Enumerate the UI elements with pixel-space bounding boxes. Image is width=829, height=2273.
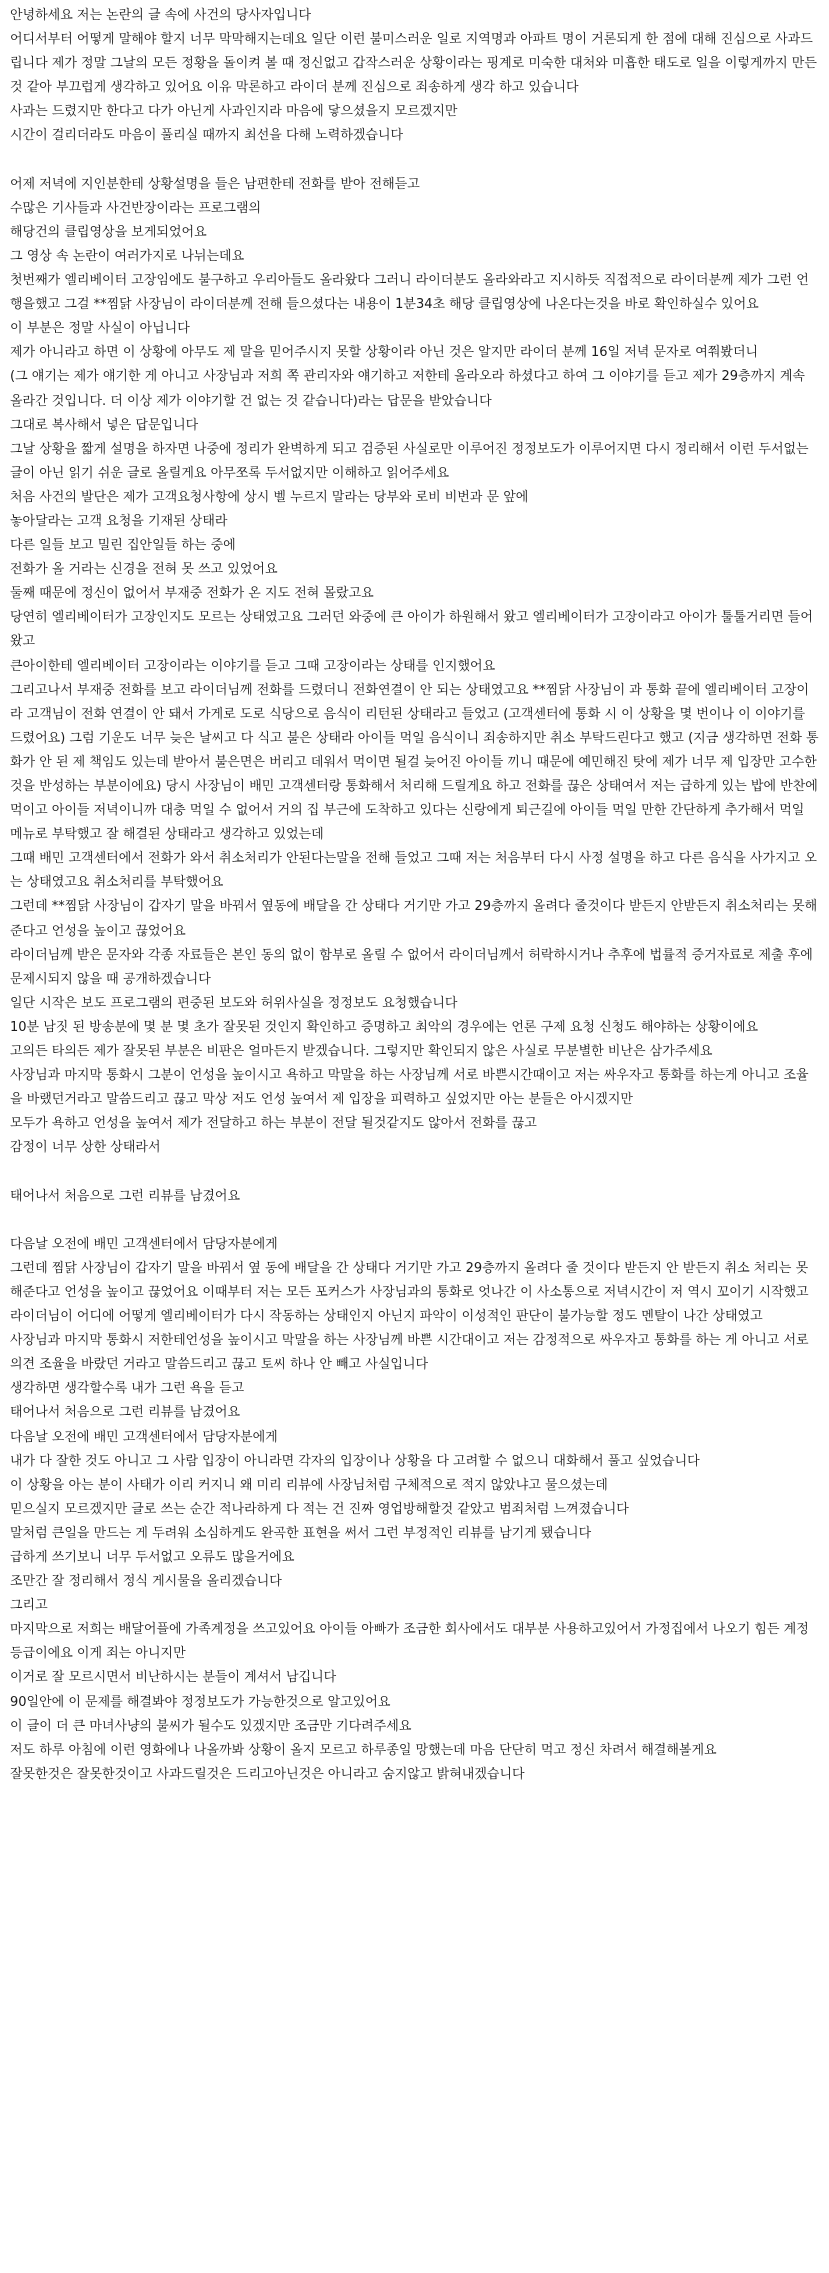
post-line: 급하게 쓰기보니 너무 두서없고 오류도 많을거에요 <box>10 1550 295 1565</box>
blank-line <box>10 1161 819 1185</box>
post-line: 안녕하세요 저는 논란의 글 속에 사건의 당사자입니다 <box>10 8 312 23</box>
post-line: (그 얘기는 제가 얘기한 게 아니고 사장님과 저희 쪽 관리자와 얘기하고 저한테 올라오라 하셨다고 하여 그 이야기를 듣고 제가 29층까지 계속 올라간 것입니다. 더 이상 제가 이야기할 건 없는 것 같습니다)라는 답문을 받았습니다 <box>10 369 805 409</box>
post-line: 놓아달라는 고객 요청을 기재된 상태라 <box>10 513 228 529</box>
post-line: 제가 아니라고 하면 이 상황에 아무도 제 말을 믿어주시지 못할 상황이라 아닌 것은 알지만 라이더 분께 16일 저녁 문자로 여쭤봤더니 <box>10 345 759 361</box>
post-line: 이 부분은 정말 사실이 아닙니다 <box>10 321 190 337</box>
post-line: 사장님과 마지막 통화시 그분이 언성을 높이시고 욕하고 막말을 하는 사장님께 서로 바쁜시간때이고 저는 싸우자고 통화를 하는게 아니고 조율을 바랬던거라고 말씀드리고 끊고 막상 저도 언성 높여서 제 입장을 피력하고 싶었지만 아는 분들은 아시겠지만 <box>10 1068 809 1108</box>
post-line: 어디서부터 어떻게 말해야 할지 너무 막막해지는데요 일단 이런 불미스러운 일로 지역명과 아파트 명이 거론되게 한 점에 대해 진심으로 사과드립니다 제가 정말 그날의 모든 정황을 돌이켜 볼 때 정신없고 갑작스러운 상황이라는 핑계로 미숙한 대처와 미흡한 태도로 일을 이렇게까지 만든 것 같아 부끄럽게 생각하고 있어요 이유 막론하고 라이더 분께 진심으로 죄송하게 생각 하고 있습니다 <box>10 32 817 96</box>
post-line: 감정이 너무 상한 상태라서 <box>10 1140 161 1156</box>
post-line: 다음날 오전에 배민 고객센터에서 담당자분에게 <box>10 1429 278 1445</box>
post-line: 그 영상 속 논란이 여러가지로 나뉘는데요 <box>10 248 245 264</box>
post-line: 사장님과 마지막 통화시 저한테언성을 높이시고 막말을 하는 사장님께 바쁜 시간대이고 저는 감정적으로 싸우자고 통화를 하는 게 아니고 서로 의견 조율을 바랐던 거라고 말씀드리고 끊고 토씨 하나 안 빼고 사실입니다 <box>10 1333 809 1373</box>
post-line: 다음날 오전에 배민 고객센터에서 담당자분에게 <box>10 1236 278 1252</box>
post-line: 그날 상황을 짧게 설명을 하자면 나중에 정리가 완벽하게 되고 검증된 사실로만 이루어진 정정보도가 이루어지면 다시 정리해서 이런 두서없는 글이 아닌 읽기 쉬운 글로 올릴게요 아무쪼록 두서없지만 이해하고 읽어주세요 <box>10 441 809 481</box>
post-line: 그리고 <box>10 1598 48 1614</box>
post-line: 시간이 걸리더라도 마음이 풀리실 때까지 최선을 다해 노력하겠습니다 <box>10 128 404 144</box>
blank-line <box>10 149 819 173</box>
post-line: 그런데 **찜닭 사장님이 갑자기 말을 바꿔서 옆동에 배달을 간 상태다 거기만 가고 29층까지 올려다 줄것이다 받든지 안받든지 취소처리는 못해준다고 언성을 높이고 끊었어요 <box>10 899 818 939</box>
post-line: 사과는 드렸지만 한다고 다가 아닌게 사과인지라 마음에 닿으셨을지 모르겠지만 <box>10 104 458 120</box>
post-line: 처음 사건의 발단은 제가 고객요청사항에 상시 벨 누르지 말라는 당부와 로비 비번과 문 앞에 <box>10 489 529 505</box>
post-line: 라이더님께 받은 문자와 각종 자료들은 본인 동의 없이 함부로 올릴 수 없어서 라이더님께서 허락하시거나 추후에 법률적 증거자료로 제출 후에 문제시되지 않을 때 공개하겠습니다 <box>10 947 813 987</box>
post-line: 일단 시작은 보도 프로그램의 편중된 보도와 허위사실을 정정보도 요청했습니다 <box>10 995 458 1011</box>
post-line: 마지막으로 저희는 배달어플에 가족계정을 쓰고있어요 아이들 아빠가 조금한 회사에서도 대부분 사용하고있어서 가정집에서 나오기 힘든 계정 등급이에요 이게 죄는 아니지만 <box>10 1622 809 1662</box>
post-line: 어제 저녁에 지인분한테 상황설명을 들은 남편한테 전화를 받아 전해듣고 <box>10 176 420 192</box>
post-line: 다른 일들 보고 밀린 집안일들 하는 중에 <box>10 538 236 554</box>
blank-line <box>10 1209 819 1233</box>
post-line: 전화가 올 거라는 신경을 전혀 못 쓰고 있었어요 <box>10 562 278 578</box>
post-line: 태어나서 처음으로 그런 리뷰를 남겼어요 <box>10 1405 241 1421</box>
post-line: 생각하면 생각할수록 내가 그런 욕을 듣고 <box>10 1381 245 1397</box>
post-line: 90일안에 이 문제를 해결봐야 정정보도가 가능한것으로 알고있어요 <box>10 1694 391 1710</box>
post-line: 저도 하루 아침에 이런 영화에나 나올까봐 상황이 올지 모르고 하루종일 망했는데 마음 단단히 먹고 정신 차려서 해결해볼게요 <box>10 1742 717 1758</box>
post-line: 내가 다 잘한 것도 아니고 그 사람 입장이 아니라면 각자의 입장이나 상황을 다 고려할 수 없으니 대화해서 풀고 싶었습니다 <box>10 1453 700 1469</box>
post-line: 이거로 잘 모르시면서 비난하시는 분들이 계셔서 남깁니다 <box>10 1670 337 1686</box>
post-line: 모두가 욕하고 언성을 높여서 제가 전달하고 하는 부분이 전달 될것같지도 않아서 전화를 끊고 <box>10 1116 537 1132</box>
post-line: 그대로 복사해서 넣은 답문입니다 <box>10 417 199 433</box>
post-line: 큰아이한테 엘리베이터 고장이라는 이야기를 듣고 그때 고장이라는 상태를 인지했어요 <box>10 658 496 674</box>
post-line: 태어나서 처음으로 그런 리뷰를 남겼어요 <box>10 1188 241 1204</box>
post-line: 그때 배민 고객센터에서 전화가 와서 취소처리가 안된다는말을 전해 들었고 그때 저는 처음부터 다시 사정 설명을 하고 다른 음식을 사가지고 오는 상태였고요 취소처리를 부탁했어요 <box>10 851 817 891</box>
post-line: 당연히 엘리베이터가 고장인지도 모르는 상태였고요 그러던 와중에 큰 아이가 하원해서 왔고 엘리베이터가 고장이라고 아이가 툴툴거리면 들어왔고 <box>10 610 813 650</box>
post-line: 이 글이 더 큰 마녀사냥의 불씨가 될수도 있겠지만 조금만 기다려주세요 <box>10 1718 412 1734</box>
post-line: 잘못한것은 잘못한것이고 사과드릴것은 드리고아닌것은 아니라고 숨지않고 밝혀내겠습니다 <box>10 1766 525 1782</box>
post-line: 이 상황을 아는 분이 사태가 이리 커지니 왜 미리 리뷰에 사장님처럼 구체적으로 적지 않았냐고 물으셨는데 <box>10 1477 608 1493</box>
post-line: 10분 남짓 된 방송분에 몇 분 몇 초가 잘못된 것인지 확인하고 증명하고 최악의 경우에는 언론 구제 요청 신청도 해야하는 상황이에요 <box>10 1019 759 1035</box>
post-line: 고의든 타의든 제가 잘못된 부분은 비판은 얼마든지 받겠습니다. 그렇지만 확인되지 않은 사실로 무분별한 비난은 삼가주세요 <box>10 1044 713 1060</box>
post-line: 그리고나서 부재중 전화를 보고 라이더님께 전화를 드렸더니 전화연결이 안 되는 상태였고요 **찜닭 사장님이 과 통화 끝에 엘리베이터 고장이라 고객님이 전화 연결이 안 돼서 가게로 도로 식당으로 음식이 리턴된 상태라고 들었고 (고객센터에 통화 시 이 상황을 몇 번이나 이 이야기를 드렸어요) 그럼 기운도 너무 늦은 날씨고 다 식고 불은 상태라 아이들 먹일 음식이니 죄송하지만 취소 부탁드린다고 했고 (지금 생각하면 전화 통화가 안 된 제 책임도 있는데 받아서 불은면은 버리고 데워서 먹이면 될걸 늦어진 아이들 끼니 때문에 예민해진 탓에 제가 너무 제 입장만 고수한 것을 반성하는 부분이에요) 당시 사장님이 배민 고객센터랑 통화해서 처리해 드릴게요 하고 전화를 끊은 상태여서 저는 급하게 있는 밥에 반찬에 먹이고 아이들 저녁이니까 대충 먹일 수 없어서 거의 집 부근에 도착하고 있다는 신랑에게 퇴근길에 아이들 먹일 만한 간단하게 추가해서 먹일 메뉴로 부탁했고 잘 해결된 상태라고 생각하고 있었는데 <box>10 682 819 843</box>
post-line: 조만간 잘 정리해서 정식 게시물을 올리겠습니다 <box>10 1574 282 1590</box>
post-line: 그런데 찜닭 사장님이 갑자기 말을 바꿔서 옆 동에 배달을 간 상태다 거기만 가고 29층까지 올려다 줄 것이다 받든지 안 받든지 취소 처리는 못해준다고 언성을 높이고 끊었어요 이때부터 저는 모든 포커스가 사장님과의 통화로 엇나간 이 사소통으로 저녁시간이 저 역시 꼬이기 시작했고 라이더님이 어디에 어떻게 엘리베이터가 다시 작동하는 상태인지 아닌지 파악이 이성적인 판단이 불가능할 정도 멘탈이 나간 상태였고 <box>10 1260 809 1325</box>
post-line: 첫번째가 엘리베이터 고장임에도 불구하고 우리아들도 올라왔다 그러니 라이더분도 올라와라고 지시하듯 직접적으로 라이더분께 제가 그런 언행을했고 그걸 **찜닭 사장님이 라이더분께 전해 들으셨다는 내용이 1분34초 해당 클립영상에 나온다는것을 바로 확인하실수 있어요 <box>10 273 809 313</box>
post-line: 말처럼 큰일을 만드는 게 두려워 소심하게도 완곡한 표현을 써서 그런 부정적인 리뷰를 남기게 됐습니다 <box>10 1525 592 1541</box>
post-line: 둘째 때문에 정신이 없어서 부재중 전화가 온 지도 전혀 몰랐고요 <box>10 586 374 602</box>
post-line: 믿으실지 모르겠지만 글로 쓰는 순간 적나라하게 다 적는 건 진짜 영업방해할것 같았고 범죄처럼 느껴졌습니다 <box>10 1501 629 1517</box>
post-line: 수많은 기사들과 사건반장이라는 프로그램의 <box>10 200 261 216</box>
post-line: 해당건의 클립영상을 보게되었어요 <box>10 224 207 240</box>
